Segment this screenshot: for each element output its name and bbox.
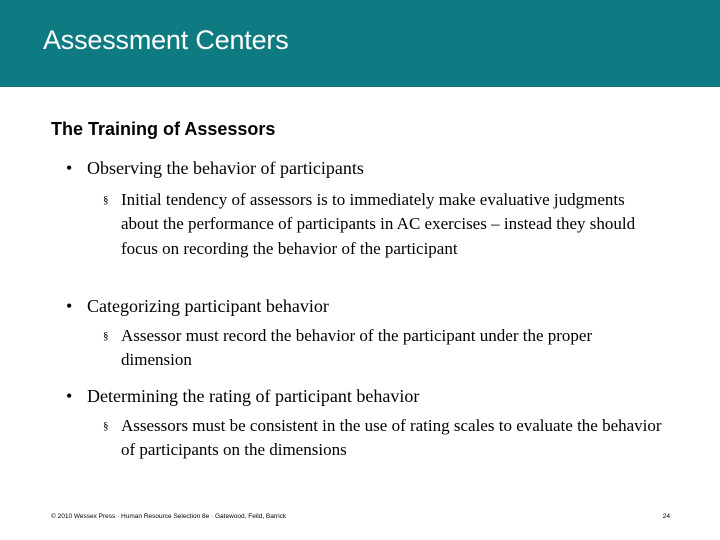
sub-bullet-marker: §: [103, 330, 109, 342]
bullet-text: Observing the behavior of participants: [87, 158, 364, 178]
slide-title: Assessment Centers: [43, 25, 289, 55]
sub-bullet-marker: §: [103, 194, 109, 206]
sub-bullet-text: Initial tendency of assessors is to immediately make evaluative judgments about the performance of participants in AC exercises – instead they should focus on recording the behavior of the participant: [121, 190, 636, 258]
section-heading: The Training of Assessors: [51, 119, 276, 139]
bullet-marker: •: [66, 296, 73, 316]
page-number: 24: [662, 513, 670, 520]
bullet-marker: •: [66, 386, 73, 406]
footer-copyright: © 2010 Wessex Press · Human Resource Selection 8e · Gatewood, Feild, Barrick: [51, 513, 287, 520]
bullet-marker: •: [66, 158, 73, 178]
bullet-text: Categorizing participant behavior: [87, 296, 329, 316]
sub-bullet-marker: §: [103, 420, 109, 432]
sub-bullet-text: Assessors must be consistent in the use of rating scales to evaluate the behavior of participants on the dimensions: [121, 416, 662, 460]
sub-bullet-text: Assessor must record the behavior of the participant under the proper dimension: [121, 326, 593, 370]
title-bar: [0, 0, 720, 87]
bullet-text: Determining the rating of participant behavior: [87, 386, 420, 406]
